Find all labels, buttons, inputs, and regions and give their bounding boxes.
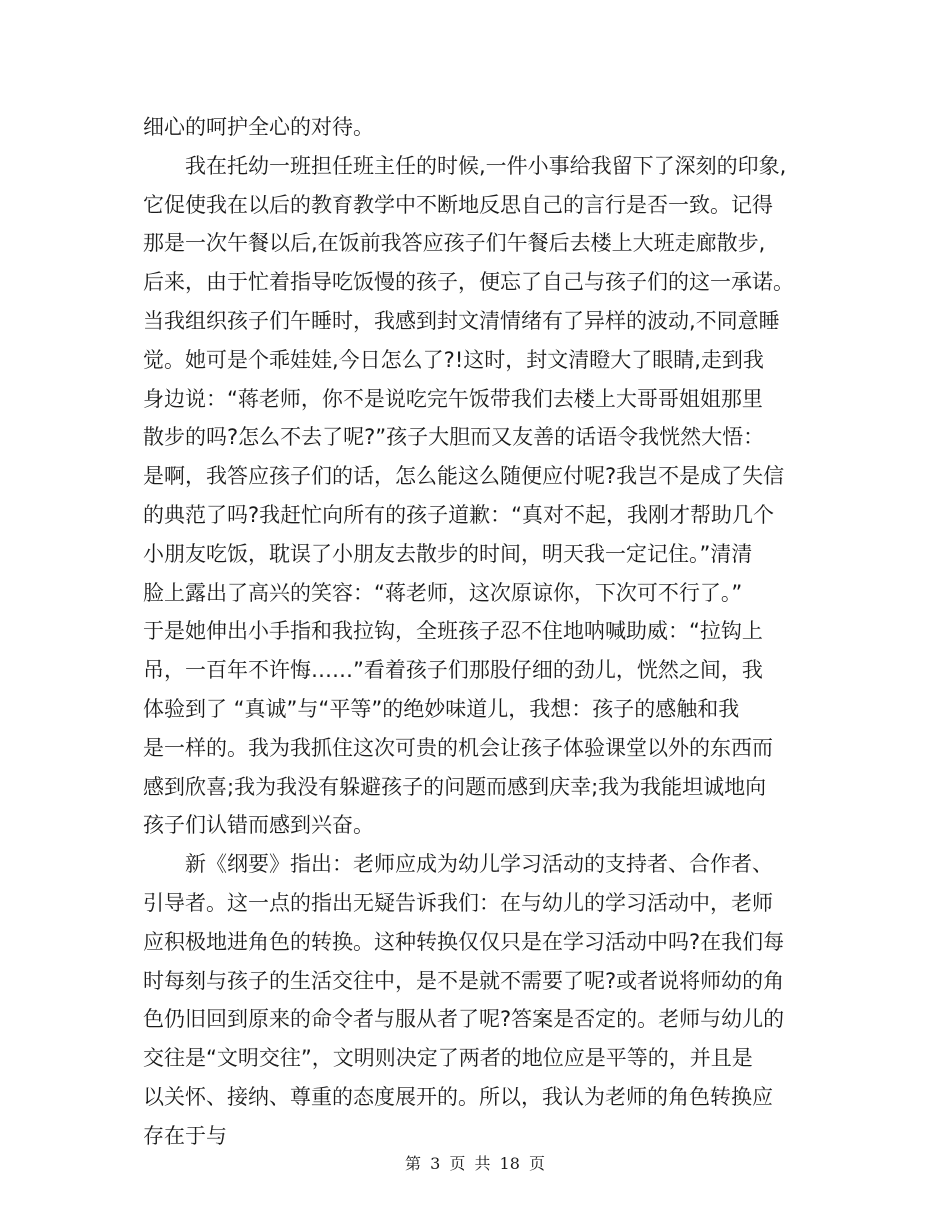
- text-line: 觉。她可是个乖娃娃,今日怎么了?!这时，封文清瞪大了眼睛,走到我: [143, 347, 764, 372]
- text-line: 应积极地进角色的转换。这种转换仅仅只是在学习活动中吗?在我们每: [143, 929, 785, 954]
- text-line: 引导者。这一点的指出无疑告诉我们：在与幼儿的学习活动中，老师: [143, 890, 773, 915]
- text-line: 孩子们认错而感到兴奋。: [143, 813, 374, 838]
- text-line: 体验到了 “真诚”与“平等”的绝妙味道儿，我想：孩子的感触和我: [143, 696, 740, 721]
- text-line: 散步的吗?怎么不去了呢?”孩子大胆而又友善的话语令我恍然大悟：: [143, 425, 765, 450]
- text-line: 后来，由于忙着指导吃饭慢的孩子，便忘了自己与孩子们的这一承诺。: [143, 270, 794, 295]
- text-line: 细心的呵护全心的对待。: [143, 115, 374, 139]
- text-line: 是啊，我答应孩子们的话，怎么能这么随便应付呢?我岂不是成了失信: [143, 464, 785, 489]
- text-line: 于是她伸出小手指和我拉钩，全班孩子忍不住地呐喊助威：“拉钩上: [143, 619, 763, 644]
- text-line: 交往是“文明交往”，文明则决定了两者的地位应是平等的，并且是: [143, 1046, 753, 1071]
- page-number: 第 3 页 共 18 页: [405, 1154, 545, 1173]
- paragraph-first-line: 新《纲要》指出：老师应成为幼儿学习活动的支持者、合作者、: [185, 852, 773, 877]
- text-line: 当我组织孩子们午睡时，我感到封文清情绪有了异样的波动,不同意睡: [143, 308, 780, 333]
- text-line: 时每刻与孩子的生活交往中，是不是就不需要了呢?或者说将师幼的角: [143, 968, 785, 993]
- text-line: 小朋友吃饭，耽误了小朋友去散步的时间，明天我一定记住。”清清: [143, 541, 753, 566]
- text-line: 色仍旧回到原来的命令者与服从者了呢?答案是否定的。老师与幼儿的: [143, 1007, 785, 1032]
- text-line: 那是一次午餐以后,在饭前我答应孩子们午餐后去楼上大班走廊散步,: [143, 231, 766, 256]
- text-line: 吊，一百年不许悔……”看着孩子们那股仔细的劲儿，恍然之间，我: [143, 658, 763, 683]
- text-line: 脸上露出了高兴的笑容：“蒋老师，这次原谅你，下次可不行了。”: [143, 580, 743, 605]
- text-line: 是一样的。我为我抓住这次可贵的机会让孩子体验课堂以外的东西而: [143, 735, 773, 760]
- text-line: 它促使我在以后的教育教学中不断地反思自己的言行是否一致。记得: [143, 192, 773, 217]
- document-body: [143, 108, 823, 1156]
- text-line: 的典范了吗?我赶忙向所有的孩子道歉：“真对不起，我刚才帮助几个: [143, 502, 775, 527]
- paragraph-first-line: 我在托幼一班担任班主任的时候,一件小事给我留下了深刻的印象,: [185, 153, 787, 178]
- text-line: 存在于与: [143, 1123, 227, 1148]
- text-line: 身边说：“蒋老师，你不是说吃完午饭带我们去楼上大哥哥姐姐那里: [143, 386, 763, 411]
- text-line: 以关怀、接纳、尊重的态度展开的。所以，我认为老师的角色转换应: [143, 1084, 773, 1109]
- text-line: 感到欣喜;我为我没有躲避孩子的问题而感到庆幸;我为我能坦诚地向: [143, 774, 767, 799]
